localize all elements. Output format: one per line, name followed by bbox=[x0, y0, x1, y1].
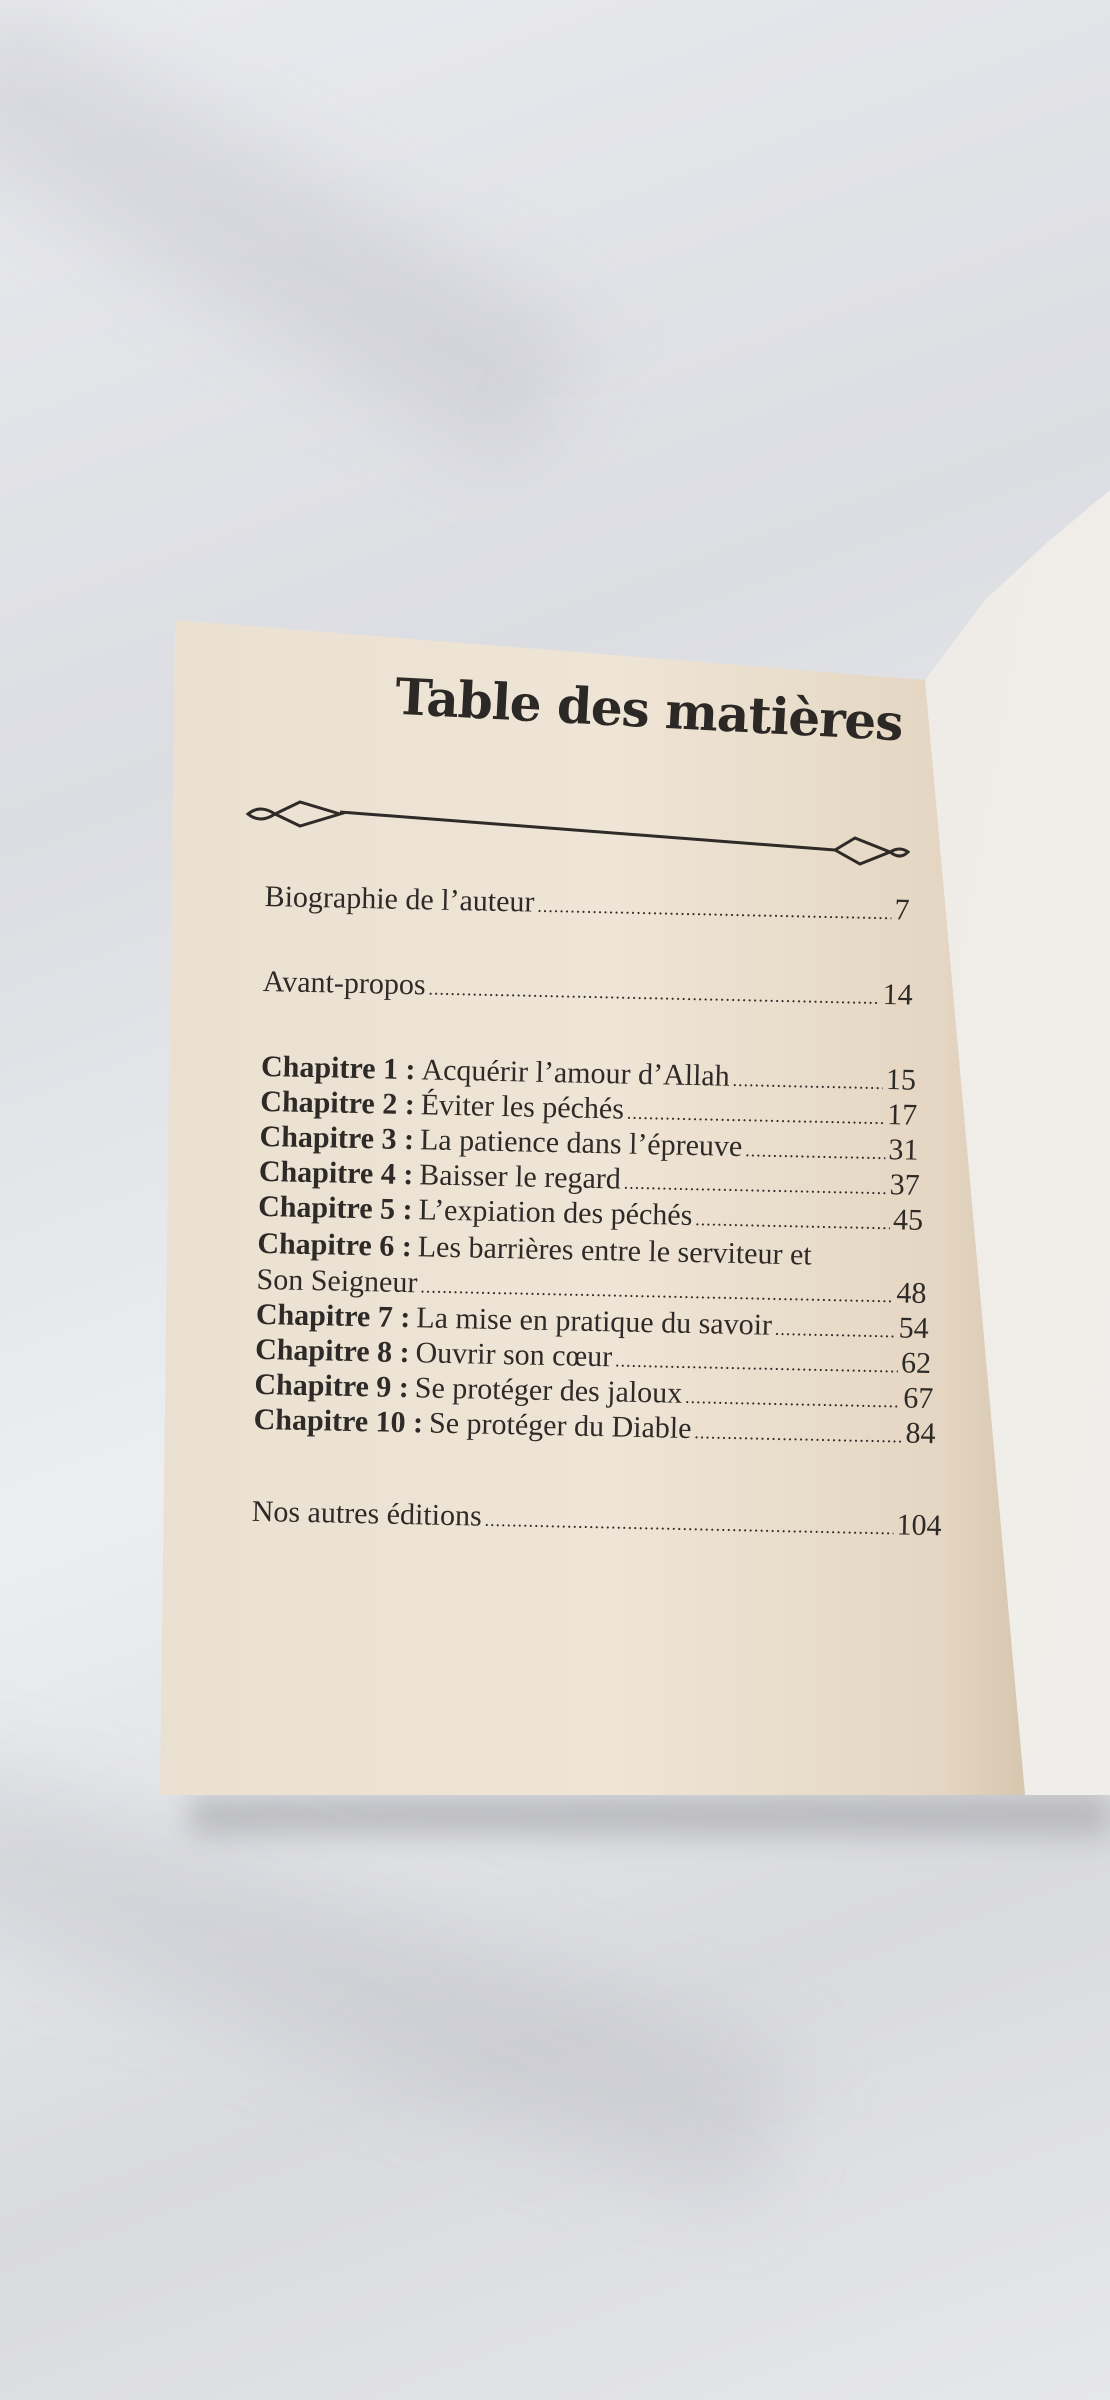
dot-leader bbox=[775, 1319, 896, 1343]
chapter-label: Chapitre 6 : bbox=[257, 1226, 413, 1264]
dot-leader bbox=[615, 1350, 898, 1377]
page-number: 84 bbox=[905, 1416, 936, 1451]
chapter-label: Chapitre 1 : bbox=[260, 1049, 416, 1087]
entry-title: Nos autres éditions bbox=[251, 1494, 483, 1533]
dot-leader bbox=[627, 1103, 885, 1129]
entry-title: Ouvrir son cœur bbox=[415, 1336, 613, 1374]
entry-title: Avant-propos bbox=[262, 964, 426, 1002]
page-number: 104 bbox=[896, 1508, 942, 1543]
background-shadow bbox=[0, 0, 593, 474]
page-number: 54 bbox=[898, 1311, 930, 1345]
page-number: 31 bbox=[888, 1133, 919, 1167]
entry-title: Biographie de l’auteur bbox=[264, 880, 535, 919]
page-number: 48 bbox=[896, 1276, 927, 1310]
dot-leader bbox=[685, 1387, 901, 1413]
page-number: 37 bbox=[889, 1168, 921, 1202]
page-title: Table des matières bbox=[393, 666, 905, 753]
chapter-label: Chapitre 3 : bbox=[259, 1119, 415, 1157]
chapter-label: Chapitre 8 : bbox=[254, 1332, 410, 1370]
chapter-label: Chapitre 2 : bbox=[260, 1084, 416, 1122]
entry-title: Se protéger des jaloux bbox=[414, 1371, 683, 1410]
chapter-label: Chapitre 10 : bbox=[253, 1402, 424, 1440]
dot-leader bbox=[694, 1422, 903, 1447]
chapter-label: Chapitre 4 : bbox=[258, 1154, 414, 1192]
entry-title: La mise en pratique du savoir bbox=[415, 1301, 773, 1342]
entry-title: Son Seigneur bbox=[256, 1262, 418, 1300]
page-number: 15 bbox=[885, 1063, 917, 1097]
entry-title: Baisser le regard bbox=[418, 1158, 622, 1196]
entry-title: Les barrières entre le serviteur et bbox=[417, 1230, 813, 1272]
entry-title: L’expiation des péchés bbox=[418, 1193, 693, 1233]
entry-title: Acquérir l’amour d’Allah bbox=[421, 1053, 731, 1093]
entry-title: Éviter les péchés bbox=[420, 1088, 625, 1126]
entry-title: Se protéger du Diable bbox=[428, 1406, 692, 1446]
page-number: 14 bbox=[882, 977, 914, 1012]
dot-leader bbox=[695, 1209, 890, 1234]
dot-leader bbox=[732, 1070, 883, 1094]
chapter-label: Chapitre 9 : bbox=[254, 1367, 410, 1405]
book-shadow bbox=[190, 1795, 1110, 1835]
ornament-divider bbox=[240, 790, 910, 870]
dot-leader bbox=[624, 1173, 887, 1200]
page-number: 67 bbox=[902, 1381, 934, 1416]
chapter-label: Chapitre 7 : bbox=[255, 1297, 411, 1335]
page-number: 45 bbox=[892, 1203, 924, 1237]
entry-title: La patience dans l’épreuve bbox=[419, 1123, 743, 1164]
dot-leader bbox=[484, 1510, 893, 1540]
chapter-label: Chapitre 5 : bbox=[257, 1189, 413, 1227]
page-number: 17 bbox=[886, 1098, 918, 1132]
page-number: 7 bbox=[894, 893, 910, 927]
page-number: 62 bbox=[900, 1346, 932, 1381]
dot-leader bbox=[537, 896, 891, 924]
dot-leader bbox=[745, 1140, 886, 1164]
